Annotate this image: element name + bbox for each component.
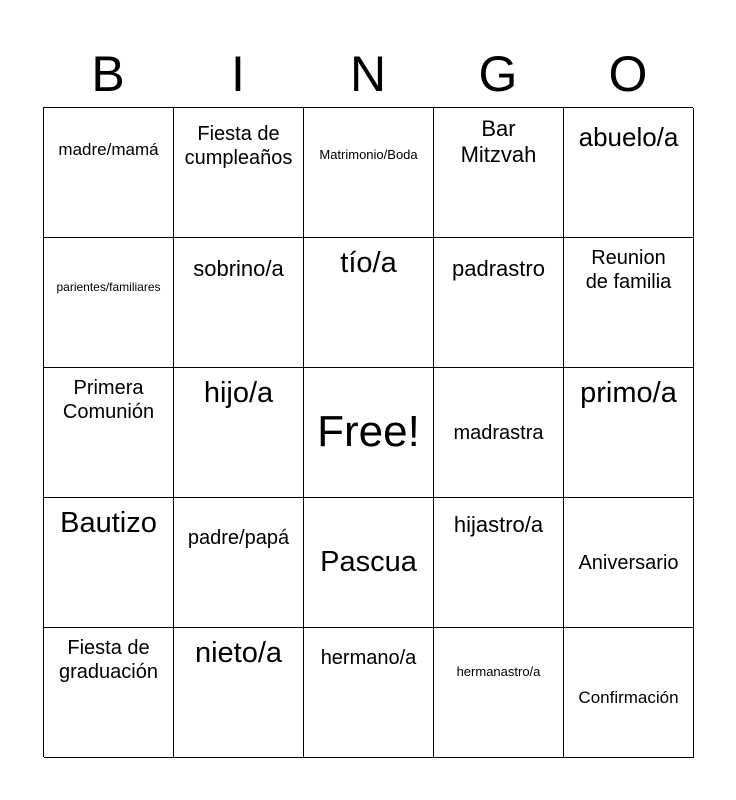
cell-text: hijastro/a [453, 512, 544, 537]
bingo-cell[interactable] [434, 498, 564, 628]
bingo-cell[interactable] [434, 628, 564, 758]
header-letter-n: N [349, 46, 387, 102]
bingo-cell[interactable] [174, 498, 304, 628]
bingo-cell[interactable] [434, 238, 564, 368]
header-letter-o: O [608, 46, 648, 102]
bingo-cell[interactable] [304, 498, 434, 628]
bingo-cell[interactable] [564, 498, 694, 628]
cell-text: madrastra [453, 421, 544, 444]
bingo-cell[interactable] [44, 108, 174, 238]
cell-text: Primera Comunión [62, 377, 155, 423]
free-space[interactable] [304, 368, 434, 498]
header-letter-i: I [231, 46, 245, 102]
bingo-cell[interactable] [434, 368, 564, 498]
cell-text: tío/a [340, 247, 397, 279]
cell-text: madre/mamá [58, 140, 159, 160]
cell-text: Pascua [320, 546, 417, 579]
bingo-board [43, 107, 693, 757]
cell-text: padrastro [452, 256, 545, 281]
cell-text: hermano/a [320, 647, 417, 669]
cell-text: padre/papá [187, 526, 290, 549]
cell-text: Free! [317, 407, 420, 457]
cell-text: parientes/familiares [56, 280, 161, 295]
bingo-cell[interactable] [44, 368, 174, 498]
bingo-cell[interactable] [174, 628, 304, 758]
cell-text: Fiesta de graduación [59, 637, 158, 683]
bingo-cell[interactable] [44, 628, 174, 758]
cell-text: hijo/a [203, 377, 274, 409]
header-letter-b: B [91, 46, 125, 102]
cell-text: nieto/a [194, 637, 283, 669]
cell-text: Bar Mitzvah [460, 116, 537, 168]
cell-text: Fiesta de cumpleaños [184, 123, 293, 169]
cell-text: hermanastro/a [456, 663, 541, 679]
cell-text: sobrino/a [193, 256, 284, 281]
bingo-cell[interactable] [304, 108, 434, 238]
bingo-cell[interactable] [174, 238, 304, 368]
header-letter-g: G [478, 46, 518, 102]
cell-text: Aniversario [578, 551, 679, 574]
cell-text: Matrimonio/Boda [319, 146, 418, 162]
bingo-cell[interactable] [304, 628, 434, 758]
cell-text: abuelo/a [578, 122, 679, 152]
bingo-cell[interactable] [434, 108, 564, 238]
bingo-cell[interactable] [44, 498, 174, 628]
bingo-cell[interactable] [174, 108, 304, 238]
bingo-cell[interactable] [564, 368, 694, 498]
bingo-cell[interactable] [174, 368, 304, 498]
bingo-cell[interactable] [564, 628, 694, 758]
bingo-cell[interactable] [564, 108, 694, 238]
cell-text: Confirmación [578, 688, 679, 708]
bingo-header [43, 40, 693, 108]
cell-text: primo/a [580, 377, 677, 409]
bingo-cell[interactable] [304, 238, 434, 368]
bingo-cell[interactable] [564, 238, 694, 368]
bingo-cell[interactable] [44, 238, 174, 368]
cell-text: Reunion de familia [585, 247, 672, 293]
cell-text: Bautizo [60, 507, 157, 539]
